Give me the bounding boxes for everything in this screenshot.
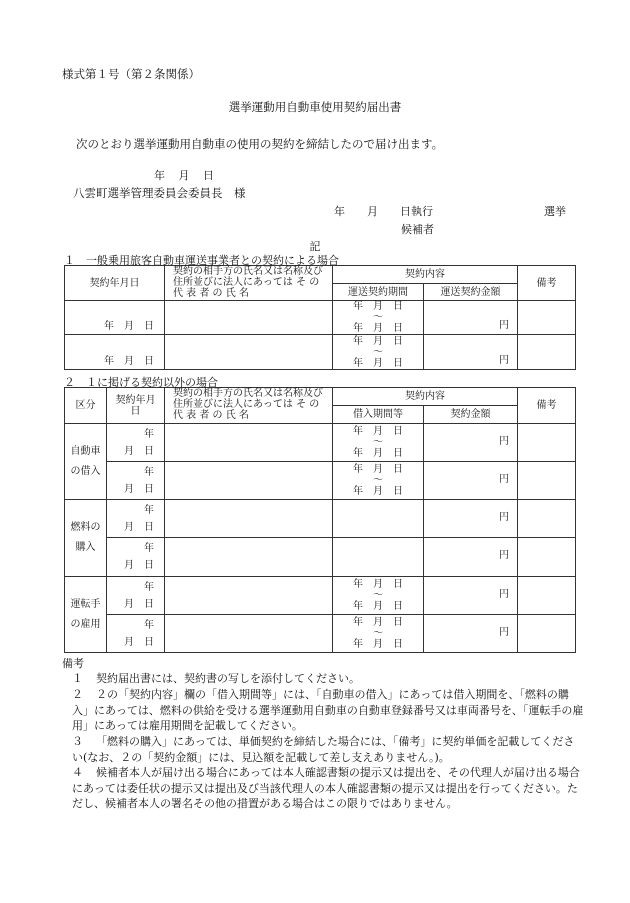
s2-period-cell: 年 月 日 ～ 年 月 日 (333, 424, 424, 462)
note-item-4: ４ 候補者本人が届け出る場合にあっては本人確認書類の提示又は提出を、その代理人が届け出る場合にあっては委任状の提示又は提出及び当該代理人の本人確認書類の提示又は提出を行ってください。ただし、候補者本人の署名その他の措置がある場合はこの限りではありません。 (72, 766, 580, 810)
s1-period-cell: 年 月 日 ～ 年 月 日 (333, 301, 424, 335)
s1-col-contract: 契約内容 (333, 266, 518, 284)
s2-period-cell (333, 500, 424, 538)
election-date: 年 月 日執行 (334, 205, 433, 218)
s2-remarks-cell (518, 424, 576, 462)
s2-party-cell (165, 424, 333, 462)
table-row (65, 424, 576, 462)
s2-period-cell: 年 月 日 ～ 年 月 日 (333, 462, 424, 500)
note-item-2: ２ ２の「契約内容」欄の「借入期間等」には、「自動車の借入」にあっては借入期間を、「燃料の購入」にあっては、燃料の供給を受ける選挙運動用自動車の自動車登録番号又は車両番号を、「運転手の雇用」にあっては雇用期間を記載してください。 (72, 688, 584, 732)
table-row (65, 615, 576, 653)
s2-period-cell: 年 月 日 ～ 年 月 日 (333, 615, 424, 653)
s2-col-period: 借入期間等 (333, 406, 424, 424)
s2-amount-cell: 円 (424, 615, 518, 653)
s2-date-cell: 年 月 日 (107, 538, 165, 577)
s2-date-cell: 年 月 日 (107, 424, 165, 462)
s1-amount-cell: 円 (424, 335, 518, 370)
s2-amount-cell: 円 (424, 462, 518, 500)
submission-date: 年 月 日 (154, 169, 214, 182)
s1-remarks-cell (518, 335, 576, 370)
table-row (65, 538, 576, 577)
s2-date-cell: 年 月 日 (107, 500, 165, 538)
s2-col-kubun: 区分 (65, 388, 107, 424)
table-row (65, 577, 576, 615)
s2-col-date: 契約年月日 (107, 388, 165, 424)
table-row (65, 301, 576, 335)
s1-date-cell: 年 月 日 (65, 335, 165, 370)
s2-col-remarks: 備考 (518, 388, 576, 424)
section1-heading: １ 一般乗用旅客自動車運送事業者との契約による場合 (64, 254, 339, 267)
s2-date-cell: 年 月 日 (107, 462, 165, 500)
s1-party-cell (165, 335, 333, 370)
s1-col-period: 運送契約期間 (333, 284, 424, 301)
s2-date-cell: 年 月 日 (107, 615, 165, 653)
s2-amount-cell: 円 (424, 538, 518, 577)
s1-period-cell: 年 月 日 ～ 年 月 日 (333, 335, 424, 370)
election-label: 選挙 (544, 205, 566, 218)
s2-period-cell (333, 538, 424, 577)
s2-col-contract: 契約内容 (333, 388, 518, 406)
s1-col-amount: 運送契約金額 (424, 284, 518, 301)
note-item-3: ３ 「燃料の購入」にあっては、単価契約を締結した場合には、「備考」に契約単価を記載してください(なお、２の「契約金額」には、見込額を記載して差し支えありません。)。 (72, 735, 575, 764)
s2-remarks-cell (518, 462, 576, 500)
s1-party-cell (165, 301, 333, 335)
s2-amount-cell: 円 (424, 500, 518, 538)
s2-amount-cell: 円 (424, 424, 518, 462)
s1-amount-cell: 円 (424, 301, 518, 335)
s1-col-party: 契約の相手方の氏名又は名称及び住所並びに法人にあっては そ の 代 表 者 の 氏 名 (165, 266, 333, 301)
table-row (65, 500, 576, 538)
s2-party-cell (165, 615, 333, 653)
s1-date-cell: 年 月 日 (65, 301, 165, 335)
s2-col-amount: 契約金額 (424, 406, 518, 424)
s2-kubun-fuel: 燃料の 購入 (65, 500, 107, 577)
s2-party-cell (165, 462, 333, 500)
s2-party-cell (165, 500, 333, 538)
intro-text: 次のとおり選挙運動用自動車の使用の契約を締結したので届け出ます。 (76, 137, 444, 151)
s2-col-party: 契約の相手方の氏名又は名称及び住所並びに法人にあっては そ の 代 表 者 の 氏 名 (165, 388, 333, 424)
s2-period-cell: 年 月 日 ～ 年 月 日 (333, 577, 424, 615)
s2-remarks-cell (518, 577, 576, 615)
addressee: 八雲町選挙管理委員会委員長 様 (73, 186, 246, 200)
section2-table (64, 387, 576, 653)
s2-remarks-cell (518, 500, 576, 538)
s2-party-cell (165, 538, 333, 577)
s2-kubun-driver: 運転手 の雇用 (65, 577, 107, 653)
section1-table (64, 265, 576, 370)
notes-heading: 備考 (62, 657, 84, 670)
section2-heading: ２ １に掲げる契約以外の場合 (64, 376, 218, 389)
table-row (65, 462, 576, 500)
s1-remarks-cell (518, 301, 576, 335)
s1-col-remarks: 備考 (518, 266, 576, 301)
candidate-label: 候補者 (401, 223, 434, 236)
document-title: 選挙運動用自動車使用契約届出書 (228, 100, 402, 114)
s2-party-cell (165, 577, 333, 615)
s2-remarks-cell (518, 538, 576, 577)
s2-amount-cell: 円 (424, 577, 518, 615)
ki-marker: 記 (309, 240, 321, 253)
table-row (65, 335, 576, 370)
form-number: 様式第１号（第２条関係） (62, 67, 200, 81)
s2-remarks-cell (518, 615, 576, 653)
s1-col-date: 契約年月日 (65, 266, 165, 301)
s2-kubun-car: 自動車 の借入 (65, 424, 107, 500)
s2-date-cell: 年 月 日 (107, 577, 165, 615)
note-item-1: １ 契約届出書には、契約書の写しを添付してください。 (72, 672, 360, 685)
